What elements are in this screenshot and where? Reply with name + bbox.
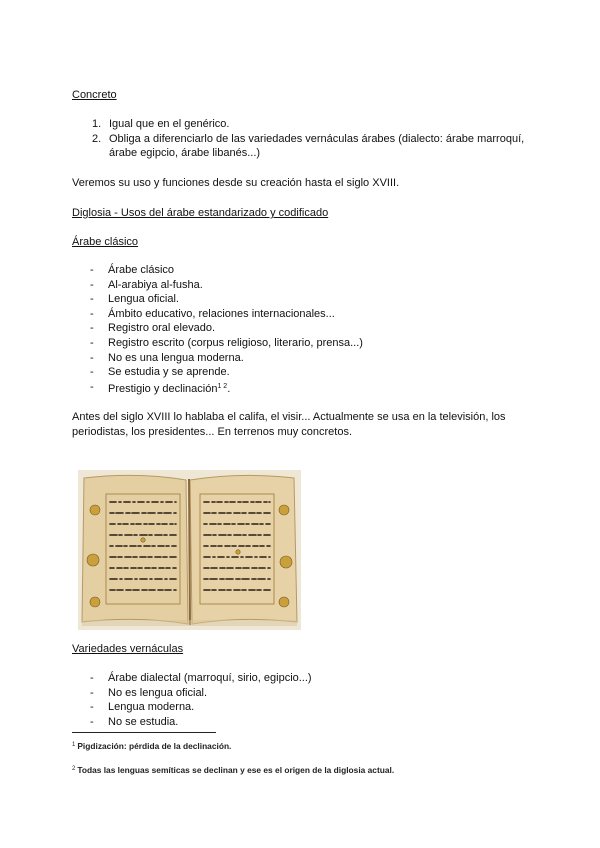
footnote-1 [72,740,231,752]
list-item-text: Al-arabiya al-fusha. [108,278,203,291]
list-item: - Registro oral elevado. [90,322,216,335]
section-heading-arabe-clasico: Árabe clásico [72,236,139,248]
list-item [92,132,532,161]
list-item: - Árabe clásico [90,264,175,276]
list-item-text: Se estudia y se aprende. [108,366,230,379]
list-item-text: Árabe dialectal (marroquí, sirio, egipcio...) [108,672,312,684]
footnote-reference[interactable]: 1 2 [217,382,228,390]
list-item: - Ámbito educativo, relaciones internacionales... [90,307,335,320]
list-item: - No es lengua oficial. [90,686,208,699]
bullet-list-arabe-clasico [90,263,363,394]
list-item-text: No es una lengua moderna. [108,351,244,364]
section-heading-variedades-vernaculas: Variedades vernáculas [72,643,184,655]
list-item-text: No es lengua oficial. [108,686,208,699]
list-item-text: Prestigio y declinación [108,382,218,395]
footnote-text: Pigdización: pérdida de la declinación. [77,741,232,751]
list-item-text: Registro oral elevado. [108,322,216,335]
section-heading-concreto: Concreto [72,89,117,101]
list-item [92,117,532,132]
list-item: - Al-arabiya al-fusha. [90,278,203,291]
intro-paragraph: Veremos su uso y funciones desde su creación hasta el siglo XVIII. [72,177,400,189]
list-item: - Árabe dialectal (marroquí, sirio, egipcio...) [90,672,312,684]
list-item: - Lengua moderna. [90,701,195,714]
list-item-text: Árabe clásico [108,264,175,276]
numbered-list [92,117,532,161]
list-item-text: No se estudia. [108,715,179,728]
footnote-number: 1 [72,742,76,748]
quran-manuscript-image [78,470,301,630]
list-item: - Prestigio y declinación$^{1 2}$. [90,380,231,395]
list-item-text: Igual que en el genérico. [109,118,230,130]
list-item: - Lengua oficial. [90,293,179,306]
footnote-number: 2 [72,766,76,772]
list-item: - Registro escrito (corpus religioso, literario, prensa...) [90,336,363,349]
list-item-text: Registro escrito (corpus religioso, literario, prensa...) [108,336,363,349]
list-item: - Se estudia y se aprende. [90,366,230,379]
footnote-text: Todas las lenguas semíticas se declinan y ese es el origen de la diglosia actual. [77,765,395,775]
list-item-punctuation: . [227,382,231,395]
historia-paragraph: Antes del siglo XVIII lo hablaba el califa, el visir... Actualmente se usa en la televisión, los periodistas, los presidentes... En terrenos muy concretos. [72,411,506,438]
list-item-text: Ámbito educativo, relaciones internacionales... [108,307,335,320]
list-number: 1. [92,118,102,130]
list-item-text: Lengua moderna. [108,701,195,714]
bullet-list-vernaculas [90,671,312,729]
footnote-separator [72,732,216,733]
list-number: 2. [92,132,102,145]
section-heading-diglosia: Diglosia - Usos del árabe estandarizado y codificado [72,207,329,219]
footnote-2 [72,764,394,776]
list-item: - No se estudia. [90,715,179,728]
list-item-text: Lengua oficial. [108,293,179,306]
list-item: - No es una lengua moderna. [90,351,244,364]
list-item-text: Obliga a diferenciarlo de las variedades vernáculas árabes (dialecto: árabe marroquí, árabe egipcio, árabe libanés...) [109,132,525,160]
